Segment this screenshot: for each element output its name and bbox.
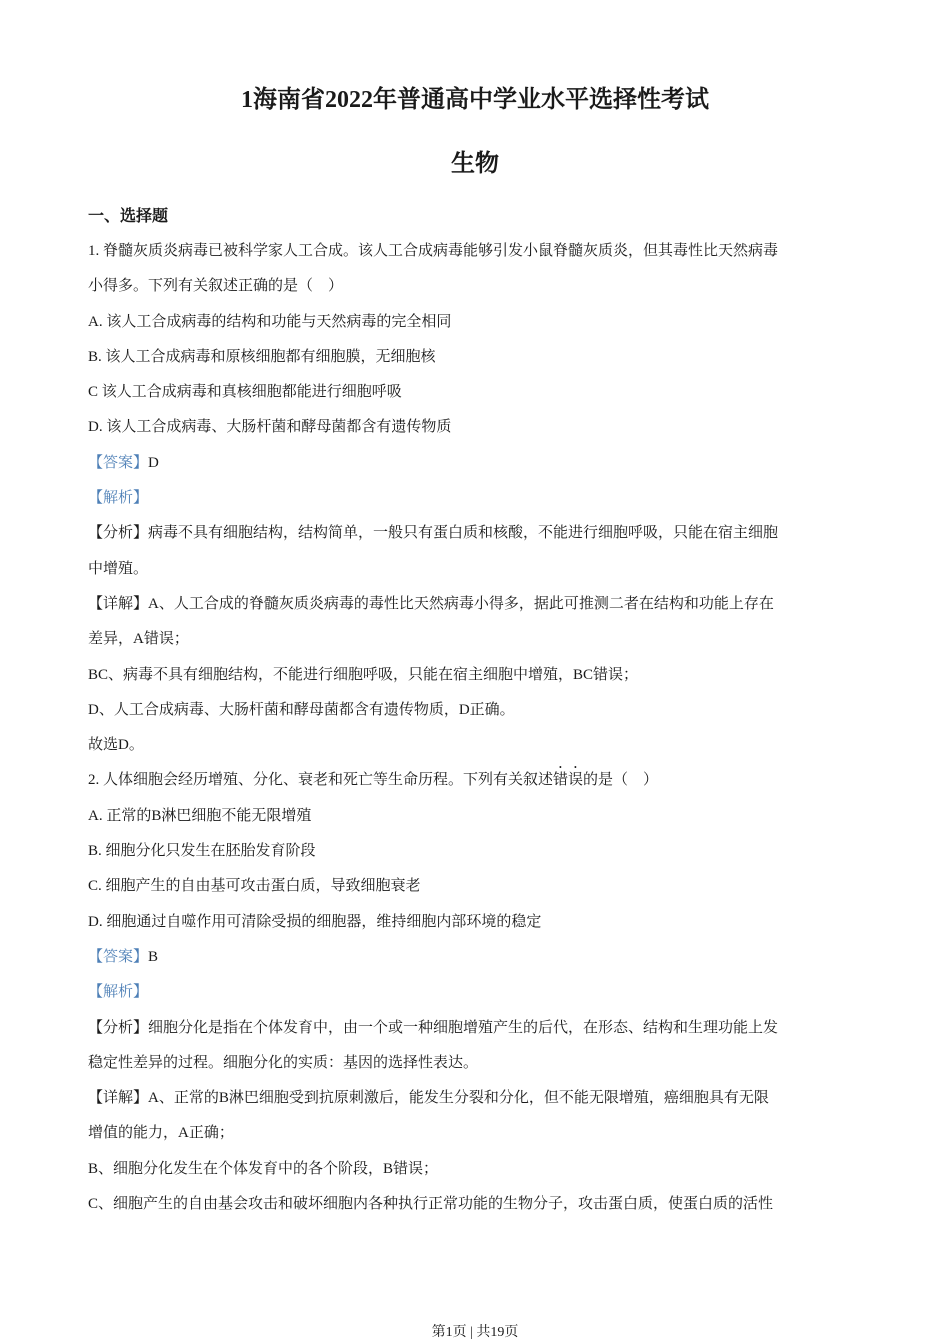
option-c: C 该人工合成病毒和真核细胞都能进行细胞呼吸 (88, 384, 402, 401)
analysis-label: 【解析】 (88, 984, 149, 1001)
option-a: A. 正常的B淋巴细胞不能无限增殖 (88, 807, 312, 824)
explanation-line: BC、病毒不具有细胞结构，不能进行细胞呼吸，只能在宿主细胞中增殖，BC错误； (88, 666, 639, 683)
option-b: B. 该人工合成病毒和原核细胞都有细胞膜，无细胞核 (88, 348, 436, 365)
option-c: C. 细胞产生的自由基可攻击蛋白质，导致细胞衰老 (88, 878, 421, 895)
question-stem-line: 1. 脊髓灰质炎病毒已被科学家人工合成。该人工合成病毒能够引发小鼠脊髓灰质炎，但其毒性比天然病毒 (88, 243, 779, 259)
question-stem-line (88, 763, 868, 798)
stem-suffix: 的是（ ） (583, 772, 659, 789)
explanation-line: 【详解】A、人工合成的脊髓灰质炎病毒的毒性比天然病毒小得多，据此可推测二者在结构和功能上存在 (88, 595, 774, 612)
explanation-line: 中增殖。 (88, 560, 149, 577)
explanation-line: 【分析】病毒不具有细胞结构，结构简单，一般只有蛋白质和核酸，不能进行细胞呼吸，只能在宿主细胞 (88, 525, 779, 542)
explanation-line: B、细胞分化发生在个体发育中的各个阶段，B错误； (88, 1160, 439, 1177)
option-a: A. 该人工合成病毒的结构和功能与天然病毒的完全相同 (88, 313, 452, 330)
page-title: 1海南省2022年普通高中学业水平选择性考试 (241, 87, 709, 113)
analysis-label: 【解析】 (88, 490, 149, 507)
explanation-line: 增值的能力，A正确； (88, 1125, 234, 1142)
option-d: D. 细胞通过自噬作用可清除受损的细胞器，维持细胞内部环境的稳定 (88, 913, 542, 930)
answer-value: B (148, 948, 159, 965)
question-2 (88, 763, 868, 1222)
explanation-line: 稳定性差异的过程。细胞分化的实质：基因的选择性表达。 (88, 1054, 479, 1071)
answer-value: D (148, 454, 159, 471)
page-footer: 第1页 | 共19页 (431, 1325, 519, 1340)
explanation-line: D、人工合成病毒、大肠杆菌和酵母菌都含有遗传物质，D正确。 (88, 701, 515, 718)
explanation-line: C、细胞产生的自由基会攻击和破坏细胞内各种执行正常功能的生物分子，攻击蛋白质，使蛋白质的活性 (88, 1196, 774, 1213)
answer-row (88, 446, 868, 481)
section-heading: 一、选择题 (88, 208, 169, 225)
answer-label: 【答案】 (88, 948, 149, 965)
explanation-line: 【详解】A、正常的B淋巴细胞受到抗原刺激后，能发生分裂和分化，但不能无限增殖，癌细胞具有无限 (88, 1090, 769, 1107)
stem-emphasis: 错误 (553, 772, 584, 789)
option-d: D. 该人工合成病毒、大肠杆菌和酵母菌都含有遗传物质 (88, 419, 452, 436)
document-body (88, 200, 868, 1222)
answer-row (88, 940, 868, 975)
answer-label: 【答案】 (88, 454, 149, 471)
explanation-line: 故选D。 (88, 737, 144, 754)
stem-prefix: 2. 人体细胞会经历增殖、分化、衰老和死亡等生命历程。下列有关叙述 (88, 772, 554, 789)
question-1 (88, 234, 868, 763)
option-b: B. 细胞分化只发生在胚胎发育阶段 (88, 843, 316, 860)
explanation-line: 差异，A错误； (88, 631, 189, 648)
page-subtitle: 生物 (451, 151, 499, 177)
explanation-line: 【分析】细胞分化是指在个体发育中，由一个或一种细胞增殖产生的后代，在形态、结构和生理功能上发 (88, 1019, 779, 1036)
question-stem-line: 小得多。下列有关叙述正确的是（ ） (88, 278, 344, 295)
